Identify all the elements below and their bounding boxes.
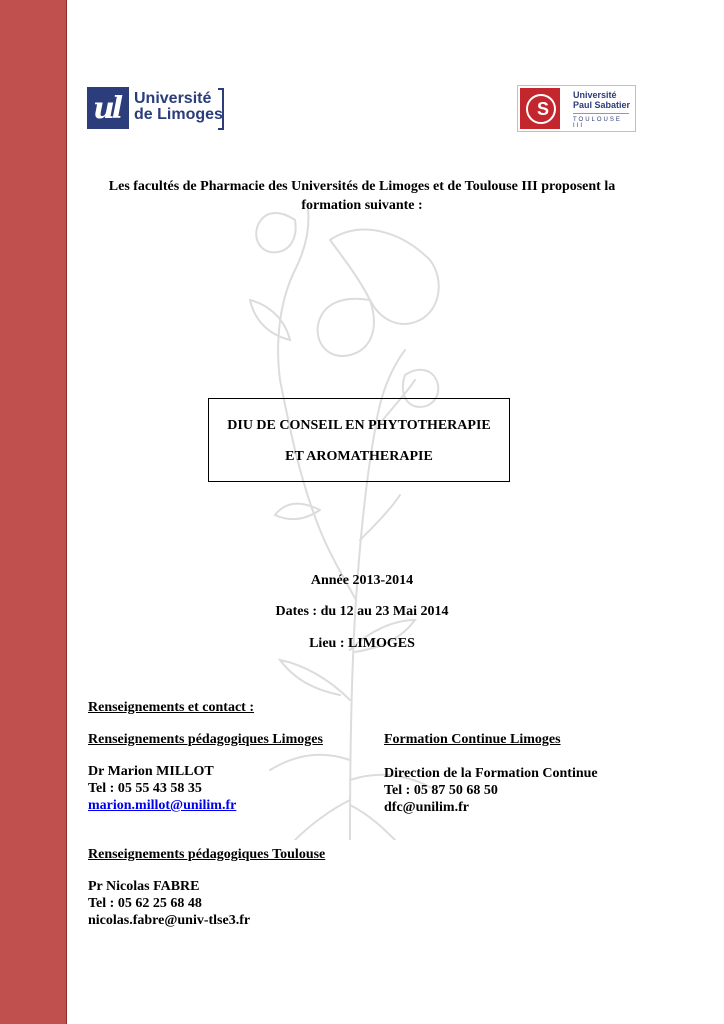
course-title-box	[208, 398, 510, 482]
limoges-peda-heading: Renseignements pédagogiques Limoges	[88, 732, 323, 747]
universite-paul-sabatier-logo	[517, 85, 636, 132]
course-place: Lieu : LIMOGES	[309, 636, 415, 651]
ul-logo-letters: ul	[93, 91, 121, 126]
left-red-band	[0, 0, 67, 1024]
limoges-fc-heading: Formation Continue Limoges	[384, 732, 561, 747]
toulouse-peda-email: nicolas.fabre@univ-tlse3.fr	[88, 913, 251, 928]
ups-logo-letter: S	[536, 99, 549, 119]
limoges-fc-email: dfc@unilim.fr	[384, 800, 469, 815]
limoges-logo-line2: de Limoges	[134, 106, 223, 123]
course-title-line1: DIU DE CONSEIL EN PHYTOTHERAPIE	[227, 418, 491, 433]
course-dates: Dates : du 12 au 23 Mai 2014	[275, 604, 449, 619]
limoges-peda-tel: Tel : 05 55 43 58 35	[88, 781, 202, 796]
limoges-peda-name: Dr Marion MILLOT	[88, 764, 214, 779]
toulouse-peda-tel: Tel : 05 62 25 68 48	[88, 896, 202, 911]
ups-logo-city: TOULOUSE III	[573, 117, 622, 129]
limoges-fc-name: Direction de la Formation Continue	[384, 766, 598, 781]
limoges-peda-email-link[interactable]: marion.millot@unilim.fr	[88, 798, 237, 813]
toulouse-peda-name: Pr Nicolas FABRE	[88, 879, 200, 894]
ul-logo-mark	[87, 87, 129, 129]
ups-logo-circle	[526, 94, 556, 124]
ups-logo-line2: Paul Sabatier	[573, 100, 631, 110]
band-bottom-dashes	[0, 1021, 66, 1022]
limoges-logo-bracket	[218, 88, 224, 130]
limoges-fc-tel: Tel : 05 87 50 68 50	[384, 783, 498, 798]
limoges-logo-line1: Université	[134, 90, 212, 107]
ups-logo-line1: Université	[573, 90, 617, 100]
ups-logo-rule	[573, 113, 629, 114]
course-title-line2: ET AROMATHERAPIE	[285, 449, 433, 464]
intro-paragraph: Les facultés de Pharmacie des Universités de Limoges et de Toulouse III proposent la formation suivante :	[108, 179, 616, 213]
ups-logo-mark	[520, 88, 560, 129]
toulouse-peda-heading: Renseignements pédagogiques Toulouse	[88, 847, 326, 862]
course-year: Année 2013-2014	[310, 573, 414, 588]
contact-heading: Renseignements et contact :	[88, 700, 255, 715]
universite-limoges-logo	[87, 85, 227, 131]
